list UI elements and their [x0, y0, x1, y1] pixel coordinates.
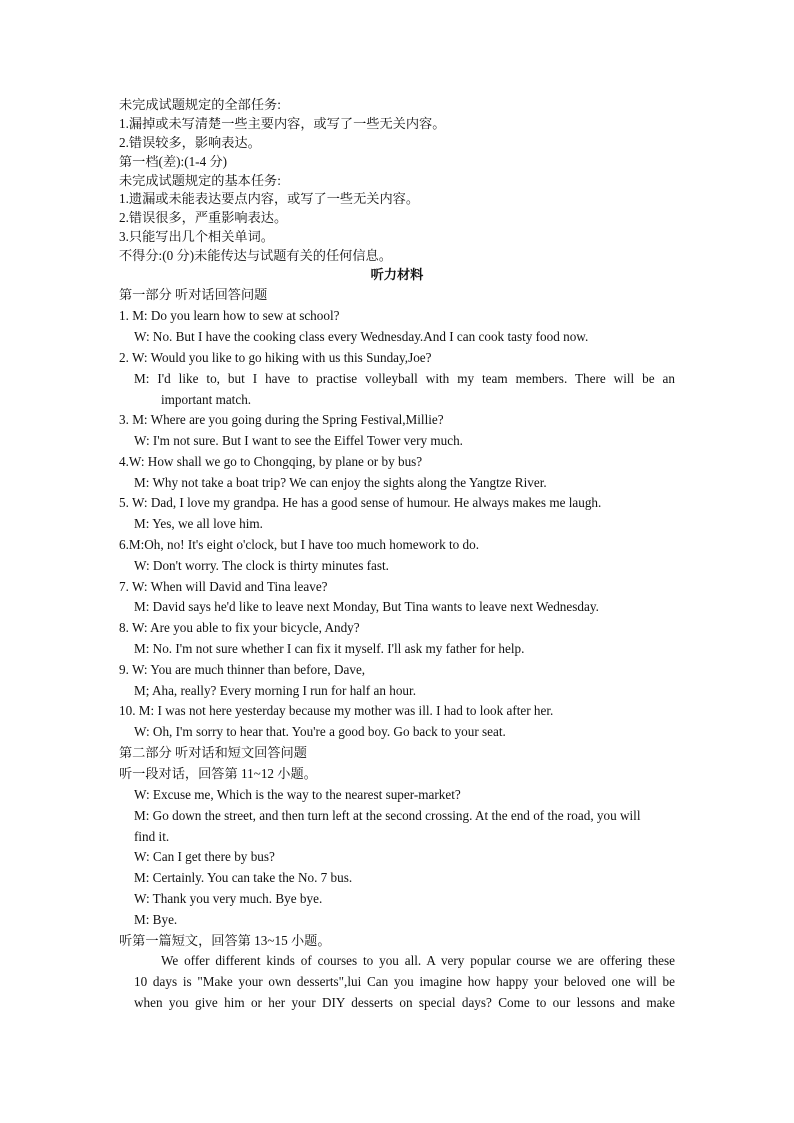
dialogue-line: 4.W: How shall we go to Chongqing, by plane or by bus?: [119, 454, 423, 469]
dialogue-line: W: Excuse me, Which is the way to the nearest super-market?: [134, 787, 461, 802]
dialogue-line: 7. W: When will David and Tina leave?: [119, 579, 328, 594]
dialogue-line: 3. M: Where are you going during the Spring Festival,Millie?: [119, 412, 444, 427]
part2-heading: 第二部分 听对话和短文回答问题: [119, 745, 307, 760]
passage-line: We offer different kinds of courses to you all. A very popular course we are offering these: [161, 953, 675, 968]
scoring-line: 不得分:(0 分)未能传达与试题有关的任何信息。: [119, 248, 392, 263]
dialogue-line: 1. M: Do you learn how to sew at school?: [119, 308, 340, 323]
dialogue-line: M; Aha, really? Every morning I run for half an hour.: [134, 683, 416, 698]
scoring-line: 未完成试题规定的全部任务:: [119, 97, 281, 112]
scoring-line: 第一档(差):(1-4 分): [119, 154, 228, 169]
scoring-line: 未完成试题规定的基本任务:: [119, 173, 281, 188]
scoring-line: 2.错误很多，严重影响表达。: [119, 210, 288, 225]
dialogue-line: find it.: [134, 829, 170, 844]
dialogue-line: 5. W: Dad, I love my grandpa. He has a good sense of humour. He always makes me laugh.: [119, 495, 602, 510]
section-title: 听力材料: [370, 267, 424, 282]
dialogue-line: M: Yes, we all love him.: [134, 516, 263, 531]
scoring-line: 3.只能写出几个相关单词。: [119, 229, 274, 244]
dialogue-line: M: No. I'm not sure whether I can fix it myself. I'll ask my father for help.: [134, 641, 525, 656]
dialogue-line: 2. W: Would you like to go hiking with us this Sunday,Joe?: [119, 350, 432, 365]
dialogue-line: 6.M:Oh, no! It's eight o'clock, but I have too much homework to do.: [119, 537, 480, 552]
passage-line: 10 days is "Make your own desserts",lui Can you imagine how happy your beloved one will be: [134, 974, 675, 989]
scoring-line: 2.错误较多，影响表达。: [119, 135, 261, 150]
dialogue-line: M: Certainly. You can take the No. 7 bus.: [134, 870, 353, 885]
dialogue-line: M: David says he'd like to leave next Monday, But Tina wants to leave next Wednesday.: [134, 599, 599, 614]
dialogue-line: M: Bye.: [134, 912, 178, 927]
dialogue-line: 9. W: You are much thinner than before, Dave,: [119, 662, 366, 677]
dialogue-line: W: No. But I have the cooking class every Wednesday.And I can cook tasty food now.: [134, 329, 589, 344]
dialogue-line: W: I'm not sure. But I want to see the Eiffel Tower very much.: [134, 433, 463, 448]
dialogue-line: 10. M: I was not here yesterday because my mother was ill. I had to look after her.: [119, 703, 554, 718]
dialogue-line: important match.: [161, 392, 252, 407]
dialogue-line: W: Oh, I'm sorry to hear that. You're a good boy. Go back to your seat.: [134, 724, 506, 739]
dialogue-line: W: Can I get there by bus?: [134, 849, 275, 864]
dialogue-line: W: Thank you very much. Bye bye.: [134, 891, 323, 906]
dialogue-line: 8. W: Are you able to fix your bicycle, Andy?: [119, 620, 360, 635]
dialogue-intro: 听一段对话，回答第 11~12 小题。: [119, 766, 317, 781]
scoring-line: 1.漏掉或未写清楚一些主要内容，或写了一些无关内容。: [119, 116, 446, 131]
passage-line: when you give him or her your DIY desserts on special days? Come to our lessons and make: [134, 995, 675, 1010]
dialogue-line: M: Go down the street, and then turn left at the second crossing. At the end of the road, you will: [134, 808, 641, 823]
dialogue-line: M: I'd like to, but I have to practise volleyball with my team members. There will be an: [134, 371, 675, 386]
dialogue-line: M: Why not take a boat trip? We can enjoy the sights along the Yangtze River.: [134, 475, 547, 490]
part1-heading: 第一部分 听对话回答问题: [119, 287, 268, 302]
scoring-line: 1.遗漏或未能表达要点内容，或写了一些无关内容。: [119, 191, 420, 206]
dialogue-line: W: Don't worry. The clock is thirty minutes fast.: [134, 558, 389, 573]
passage-intro: 听第一篇短文，回答第 13~15 小题。: [119, 933, 331, 948]
